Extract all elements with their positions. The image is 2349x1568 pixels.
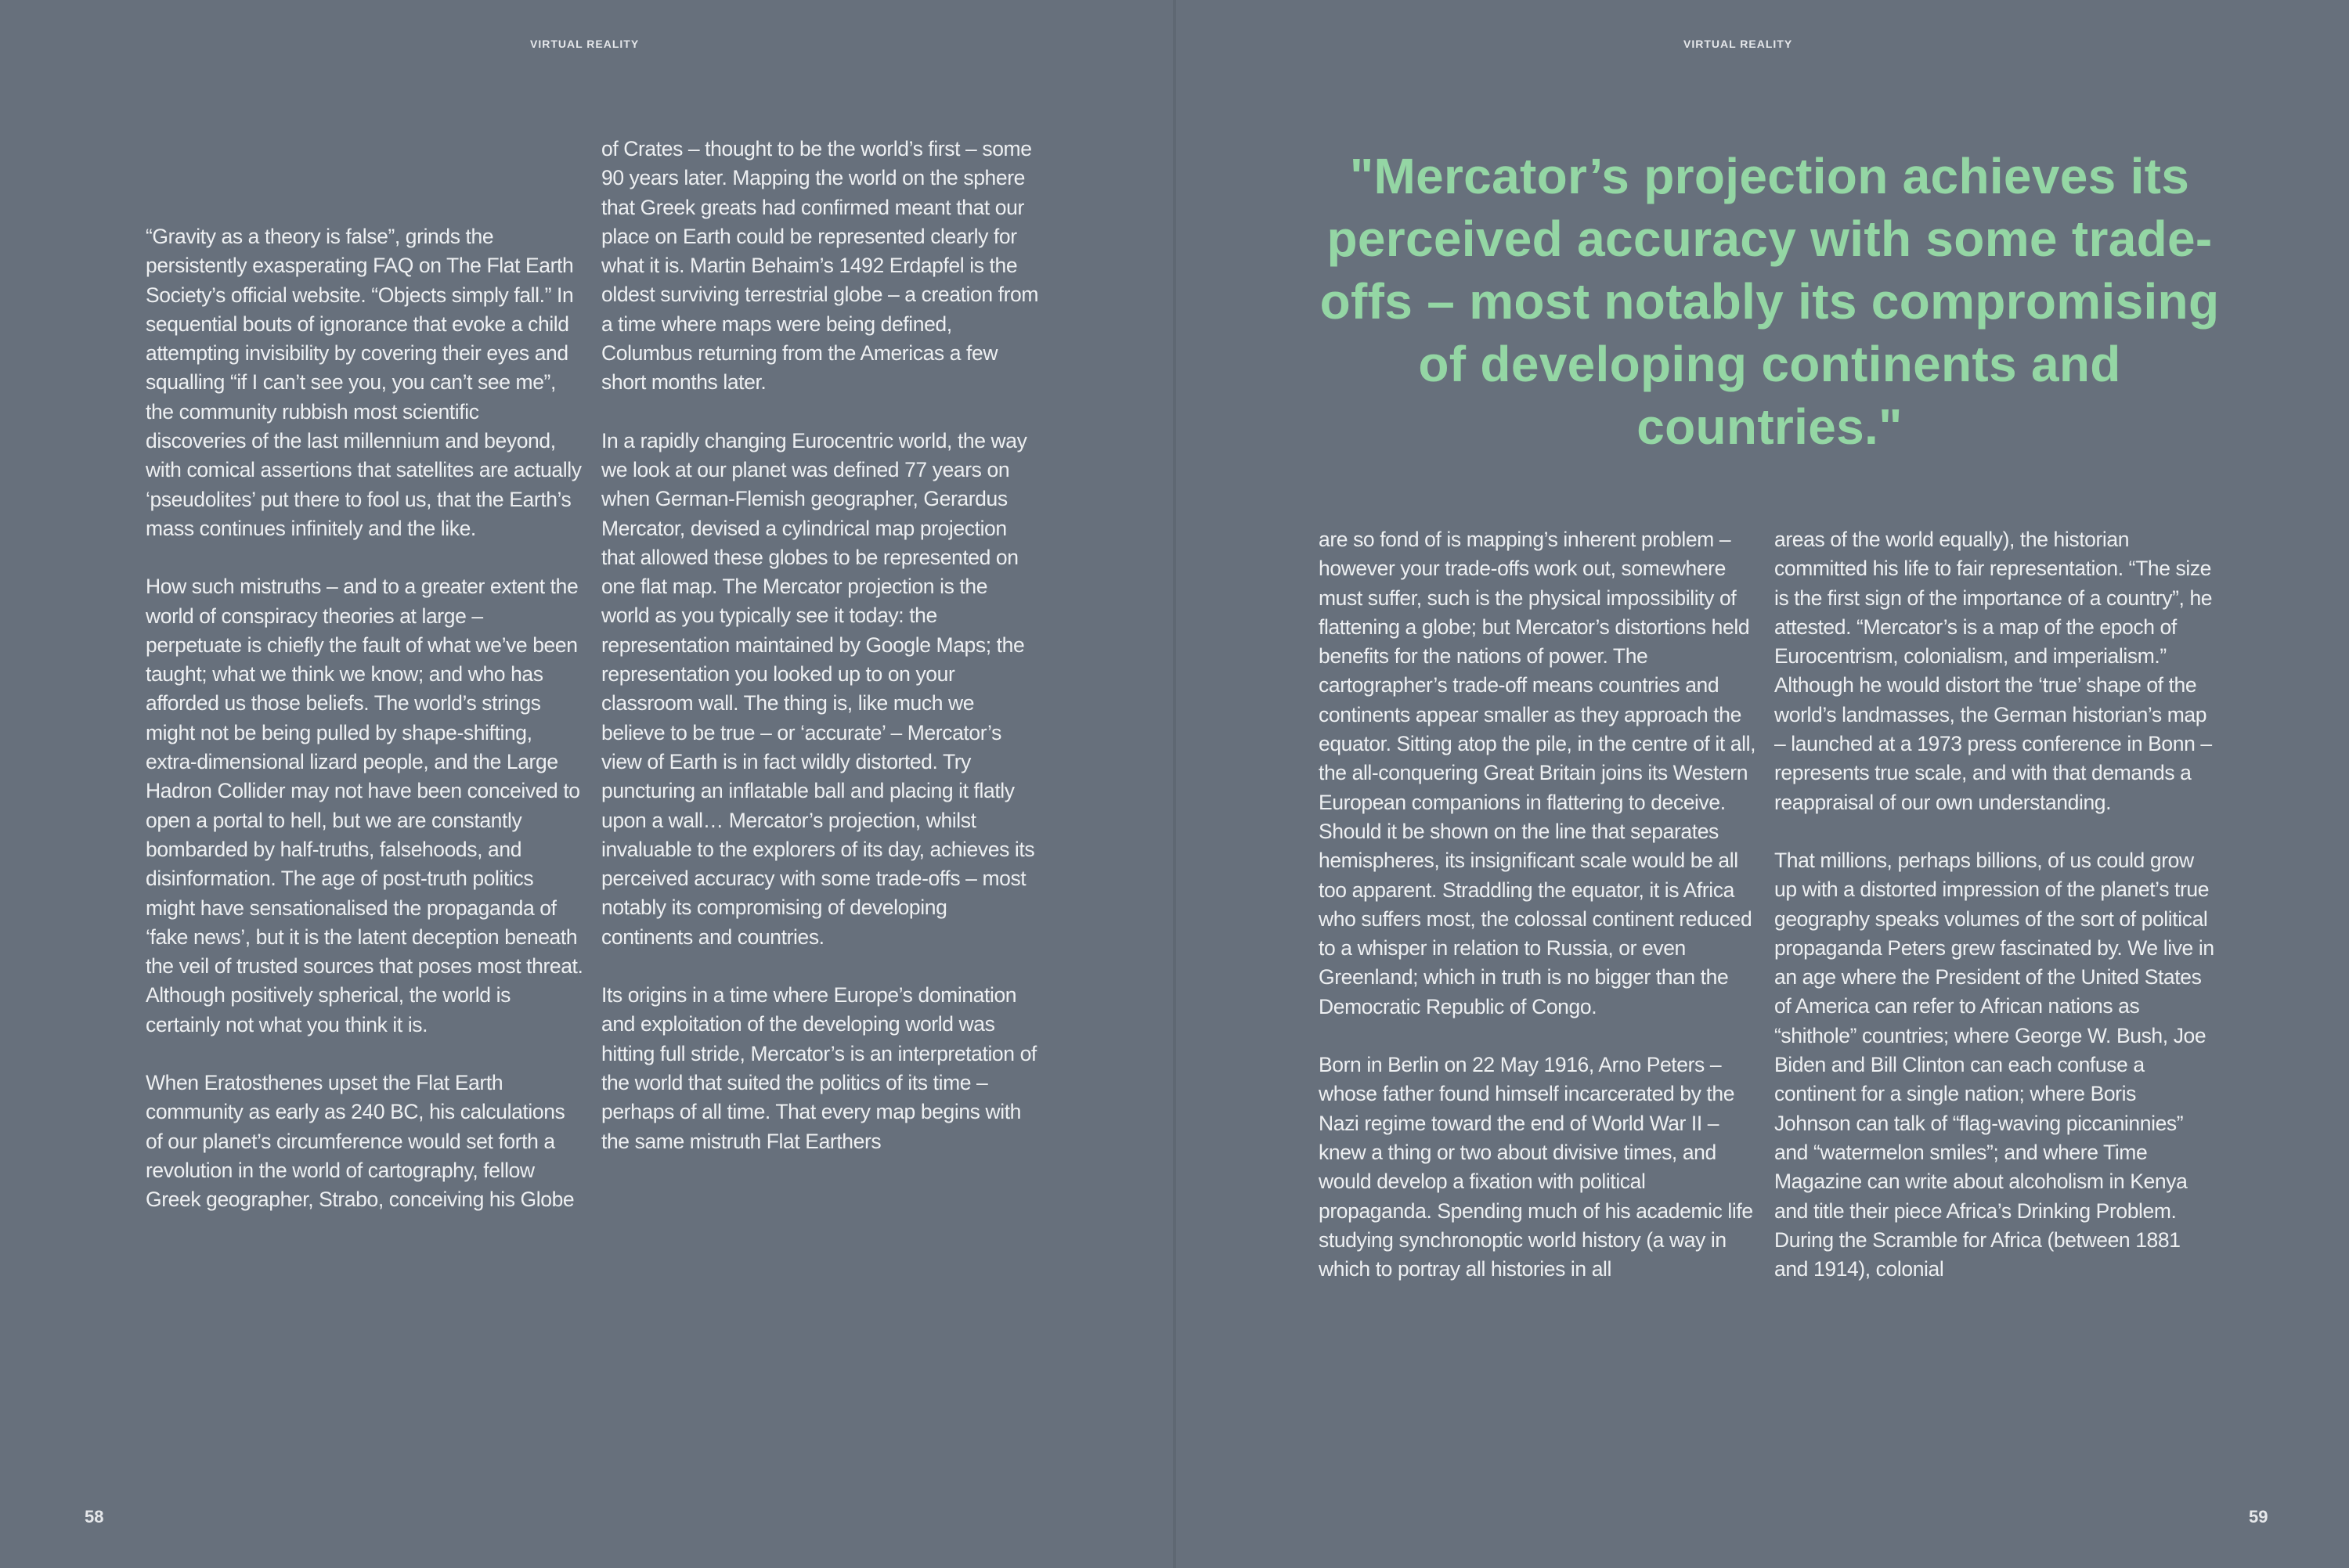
right-column-2 (1774, 525, 2217, 1313)
paragraph: In a rapidly changing Eurocentric world, the way we look at our planet was defined 77 years on when German-Flemish geographer, Gerardus Mercator, devised a cylindrical map projection that allowed these globes to be represented on one flat map. The Mercator projection is the world as you typically see it today: the representation maintained by Google Maps; the representation you looked up to on your classroom wall. The thing is, like much we believe to be true – or ‘accurate’ – Mercator’s view of Earth is in fact wildly distorted. Try puncturing an inflatable ball and placing it flatly upon a wall… Mercator’s projection, whilst invaluable to the explorers of its day, achieves its perceived accuracy with some trade-offs – most notably its compromising of developing continents and countries. (601, 428, 1035, 949)
paragraph: When Eratosthenes upset the Flat Earth community as early as 240 BC, his calculations of our planet’s circumference would set forth a revolution in the world of cartography, fellow Greek geographer, Strabo, conceiving his Globe (146, 1071, 575, 1212)
left-column-2 (601, 135, 1040, 1185)
paragraph: areas of the world equally), the historian committed his life to fair representation. “The size is the first sign of the importance of a country”, he attested. “Mercator’s is a map of the epoch of Eurocentrism, colonialism, and imperialism.” Although he would distort the ‘true’ shape of the world’s landmasses, the German historian’s map – launched at a 1973 press conference in Bonn – represents true scale, and with that demands a reappraisal of our own understanding. (1774, 528, 2213, 814)
paragraph: of Crates – thought to be the world’s first – some 90 years later. Mapping the world on the sphere that Greek greats had confirmed meant that our place on Earth could be represented clearly for what it is. Martin Behaim’s 1492 Erdapfel is the oldest surviving terrestrial globe – a creation from a time where maps were being defined, Columbus returning from the Americas a few short months later. (601, 137, 1039, 395)
paragraph: are so fond of is mapping’s inherent problem – however your trade-offs work out, somewhere must suffer, such is the physical impossibility of flattening a globe; but Mercator’s distortions held benefits for the nations of power. The cartographer’s trade-off means countries and continents appear smaller as they approach the equator. Sitting atop the pile, in the centre of it all, the all-conquering Great Britain joins its Western European companions in flattering to deceive. Should it be shown on the line that separates hemispheres, its insignificant scale would be all too apparent. Straddling the equator, it is Africa who suffers most, the colossal continent reduced to a whisper in relation to Russia, or even Greenland; which in truth is no bigger than the Democratic Republic of Congo. (1319, 528, 1756, 1018)
page-number-left: 58 (85, 1507, 104, 1527)
pull-quote: "Mercator’s projection achieves its perceived accuracy with some trade-offs – most notably its compromising of developing continents and countries." (1319, 148, 2220, 455)
left-page (0, 0, 1174, 1568)
paragraph: Its origins in a time where Europe’s domination and exploitation of the developing world was hitting full stride, Mercator’s is an interpretation of the world that suited the politics of its time – perhaps of all time. That every map begins with the same mistruth Flat Earthers (601, 983, 1037, 1153)
paragraph: How such mistruths – and to a greater extent the world of conspiracy theories at large – perpetuate is chiefly the fault of what we’ve been taught; what we think we know; and who has afforded us those beliefs. The world’s strings might not be being pulled by shape-shifting, extra-dimensional lizard people, and the Large Hadron Collider may not have been conceived to open a portal to hell, but we are constantly bombarded by half-truths, falsehoods, and disinformation. The age of post-truth politics might have sensationalised the propaganda of ‘fake news’, but it is the latent deception beneath the veil of trusted sources that poses most threat. Although positively spherical, the world is certainly not what you think it is. (146, 575, 583, 1036)
page-number-right: 59 (2249, 1507, 2268, 1527)
running-head-right: VIRTUAL REALITY (1683, 38, 1793, 50)
left-column-1 (146, 222, 584, 1244)
paragraph: “Gravity as a theory is false”, grinds the persistently exasperating FAQ on The Flat Earth Society’s official website. “Objects simply fall.” In sequential bouts of ignorance that evoke a child attempting invisibility by covering their eyes and squalling “if I can’t see you, you can’t see me”, the community rubbish most scientific discoveries of the last millennium and beyond, with comical assertions that satellites are actually ‘pseudolites’ put there to fool us, that the Earth’s mass continues infinitely and the like. (146, 225, 582, 540)
right-column-1 (1319, 525, 1757, 1313)
paragraph: Born in Berlin on 22 May 1916, Arno Peters – whose father found himself incarcerated by the Nazi regime toward the end of World War II – knew a thing or two about divisive times, and would develop a fixation with political propaganda. Spending much of his academic life studying synchronoptic world history (a way in which to portray all histories in all (1319, 1053, 1753, 1281)
paragraph: That millions, perhaps billions, of us could grow up with a distorted impression of the planet’s true geography speaks volumes of the sort of political propaganda Peters grew fascinated by. We live in an age where the President of the United States of America can refer to African nations as “shithole” countries; where George W. Bush, Joe Biden and Bill Clinton can each confuse a continent for a single nation; where Boris Johnson can talk of “flag-waving piccaninnies” and “watermelon smiles”; and where Time Magazine can write about alcoholism in Kenya and title their piece Africa’s Drinking Problem. During the Scramble for Africa (between 1881 and 1914), colonial (1774, 848, 2214, 1281)
right-page (1174, 0, 2349, 1568)
running-head-left: VIRTUAL REALITY (530, 38, 640, 50)
